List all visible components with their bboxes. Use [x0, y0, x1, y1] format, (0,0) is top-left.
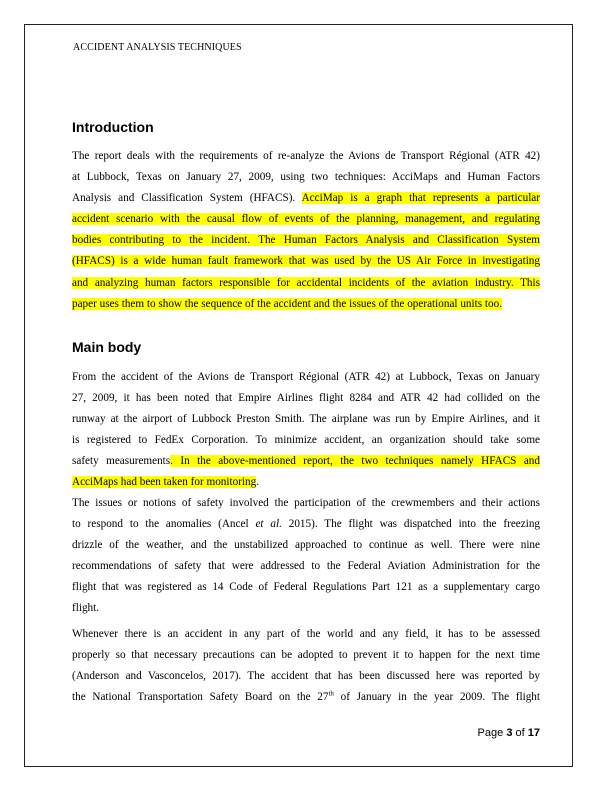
page-word: Page — [477, 727, 504, 739]
text-run: to respond to the anomalies (Ancel — [72, 518, 256, 531]
text-run: of January in the year 2009. The flight — [333, 691, 540, 704]
highlighted-text: (HFACS) is a wide human fault framework that was used by the US Air Force in investigating — [72, 255, 540, 268]
text-line: 27, 2009, it has been noted that Empire Airlines flight 8284 and ATR 42 had collided on the — [72, 392, 540, 405]
text-line: flight that was registered as 14 Code of Federal Regulations Part 121 as a supplementary cargo — [72, 581, 540, 594]
text-run: . — [256, 476, 260, 489]
text-line — [72, 230, 540, 251]
highlighted-text: AcciMap is a graph that represents a particular — [301, 192, 540, 205]
text-run: 2015). The flight was dispatched into the freezing — [281, 518, 541, 531]
citation-italic: et al. — [255, 518, 282, 531]
text-line: Whenever there is an accident in any part of the world and any field, it has to be assessed — [72, 628, 540, 640]
highlighted-text: AcciMaps had been taken for monitoring — [72, 476, 257, 489]
text-run: safety measurements — [72, 455, 171, 468]
text-line — [72, 209, 540, 230]
text-line — [72, 687, 540, 708]
text-line: recommendations of safety that were addressed to the Federal Aviation Administration for the — [72, 560, 540, 573]
text-line — [72, 188, 540, 209]
highlighted-text: bodies contributing to the incident. The Human Factors Analysis and Classification System — [72, 234, 540, 247]
text-line — [72, 294, 540, 315]
main-paragraph-2 — [72, 493, 540, 620]
text-run: the National Transportation Safety Board on the 27 — [72, 691, 329, 704]
total-pages-number: 17 — [527, 727, 540, 739]
text-run: Analysis and Classification System (HFACS). — [72, 192, 302, 205]
text-line: properly so that necessary precautions can be adopted to prevent it to happen for the next time — [72, 649, 540, 662]
text-line: The report deals with the requirements of re-analyze the Avions de Transport Régional (ATR 42) — [72, 150, 540, 162]
of-word: of — [515, 727, 525, 739]
text-line: (Anderson and Vasconcelos, 2017). The accident that has been discussed here was reported by — [72, 670, 540, 683]
text-line: From the accident of the Avions de Transport Régional (ATR 42) at Lubbock, Texas on January — [72, 371, 540, 383]
text-line: runway at the airport of Lubbock Preston Smith. The airplane was run by Empire Airlines, and it — [72, 413, 540, 426]
ordinal-suffix: th — [328, 689, 334, 698]
main-paragraph-3 — [72, 624, 540, 708]
highlighted-text: and analyzing human factors responsible for accidental incidents of the aviation industry. This — [72, 276, 540, 289]
text-line — [72, 514, 540, 535]
text-line — [72, 251, 540, 272]
highlighted-text: accident scenario with the causal flow of events of the planning, management, and regulating — [72, 213, 540, 226]
text-line — [72, 273, 540, 294]
text-line — [72, 472, 540, 493]
text-line: is registered to FedEx Corporation. To minimize accident, an organization should take some — [72, 434, 540, 447]
text-line: drizzle of the weather, and the unstabilized approached to continue as well. There were nine — [72, 539, 540, 552]
text-line: flight. — [72, 602, 100, 615]
highlighted-text: . In the above-mentioned report, the two techniques namely HFACS and — [170, 455, 540, 468]
main-body-heading: Main body — [72, 339, 142, 355]
current-page-number: 3 — [506, 727, 513, 739]
text-line — [72, 451, 540, 472]
running-header: ACCIDENT ANALYSIS TECHNIQUES — [73, 42, 242, 53]
intro-paragraph — [72, 146, 540, 315]
text-line: The issues or notions of safety involved the participation of the crewmembers and their actions — [72, 497, 540, 509]
highlighted-text: paper uses them to show the sequence of the accident and the issues of the operational units too. — [72, 297, 502, 310]
text-line: at Lubbock, Texas on January 27, 2009, using two techniques: AcciMaps and Human Factors — [72, 171, 540, 184]
page-number-footer — [478, 727, 540, 739]
main-paragraph-1 — [72, 367, 540, 494]
introduction-heading: Introduction — [72, 119, 154, 135]
